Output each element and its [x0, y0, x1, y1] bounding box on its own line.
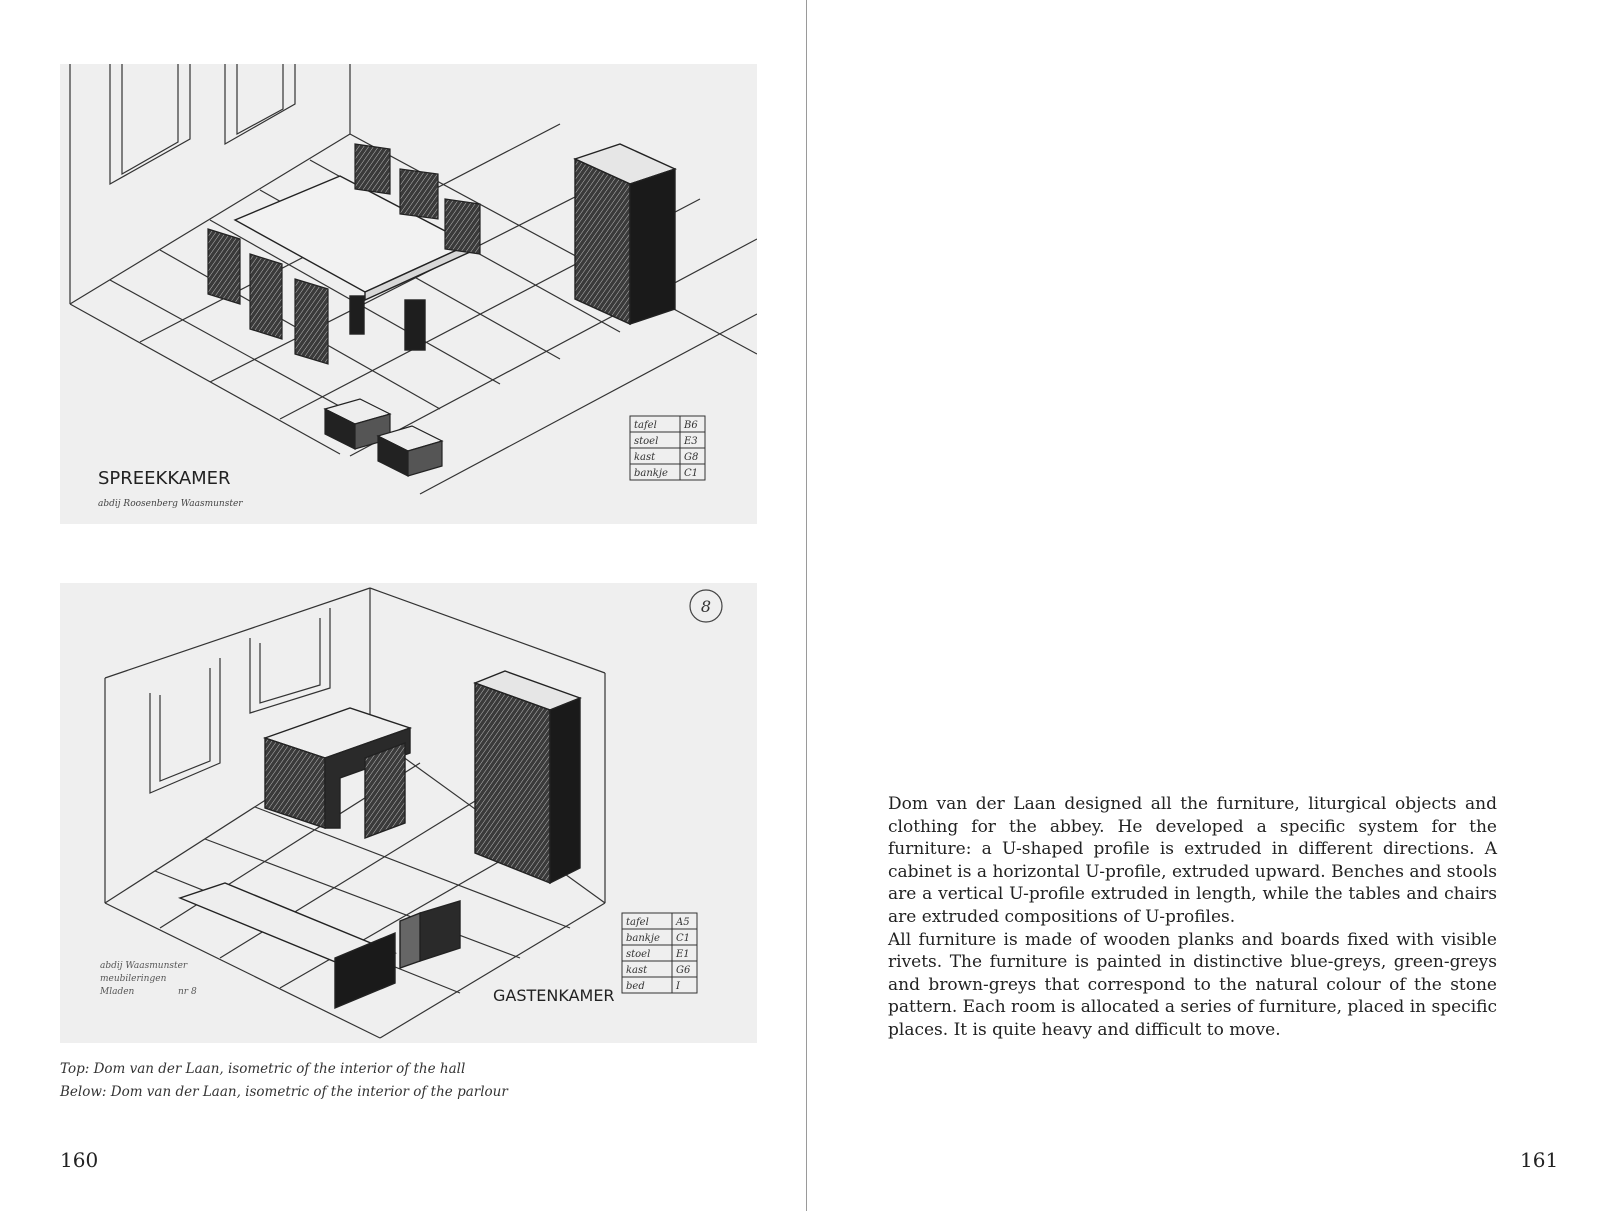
page-number-right: 161: [1520, 1148, 1559, 1172]
figure-caption: [60, 1058, 760, 1104]
legend-code-2: E3: [684, 436, 698, 447]
page-number-left: 160: [60, 1148, 99, 1172]
room-label-spreekkamer: SPREEKKAMER: [98, 468, 231, 489]
body-paragraph-1: Dom van der Laan designed all the furniture, liturgical objects and clothing for the abbey. He developed a specific system for the furniture: a U-shaped profile is extruded in different directions. A cabinet is a horizontal U-profile, extruded upward. Benches and stools are a vertical U-profile extruded in length, while the tables and chairs are extruded compositions of U-profiles.: [888, 794, 1497, 927]
caption-line-below: Below: Dom van der Laan, isometric of the interior of the parlour: [60, 1084, 508, 1100]
caption-line-top: Top: Dom van der Laan, isometric of the interior of the hall: [60, 1061, 466, 1077]
legend-code-1: B6: [684, 420, 698, 431]
isometric-drawing-hall: [60, 64, 757, 524]
book-spine-divider: [806, 0, 807, 1211]
legend-code-4: G6: [676, 965, 691, 976]
sheet-number: 8: [700, 597, 712, 616]
legend-item-5: bed: [626, 981, 645, 992]
handwritten-note-line-2: meubileringen: [100, 974, 167, 984]
body-text: [888, 793, 1497, 1042]
handwritten-note-line-3: Mladen: [100, 987, 135, 997]
legend-item-4: kast: [626, 965, 648, 976]
legend-code-3: E1: [676, 949, 690, 960]
handwritten-note-line-4: nr 8: [178, 987, 197, 997]
legend-item-1: tafel: [634, 420, 657, 431]
legend-item-3: kast: [634, 452, 656, 463]
legend-item-2: stoel: [634, 436, 659, 447]
handwritten-note-line-1: abdij Waasmunster: [100, 961, 188, 971]
legend-code-5: I: [676, 981, 680, 992]
handwritten-note: abdij Roosenberg Waasmunster: [98, 499, 243, 509]
legend-code-1: A5: [676, 917, 690, 928]
legend-code-4: C1: [684, 468, 699, 479]
room-label-gastenkamer: GASTENKAMER: [493, 986, 615, 1005]
legend-code-2: C1: [676, 933, 691, 944]
legend-item-2: bankje: [626, 933, 660, 944]
isometric-drawing-parlour: [60, 583, 757, 1043]
body-paragraph-2: All furniture is made of wooden planks and boards fixed with visible rivets. The furniture is painted in distinctive blue-greys, green-greys and brown-greys that correspond to the natural colour of the stone pattern. Each room is allocated a series of furniture, placed in specific places. It is quite heavy and difficult to move.: [888, 929, 1497, 1040]
legend-item-3: stoel: [626, 949, 651, 960]
legend-code-3: G8: [684, 452, 699, 463]
legend-item-4: bankje: [634, 468, 668, 479]
legend-item-1: tafel: [626, 917, 649, 928]
